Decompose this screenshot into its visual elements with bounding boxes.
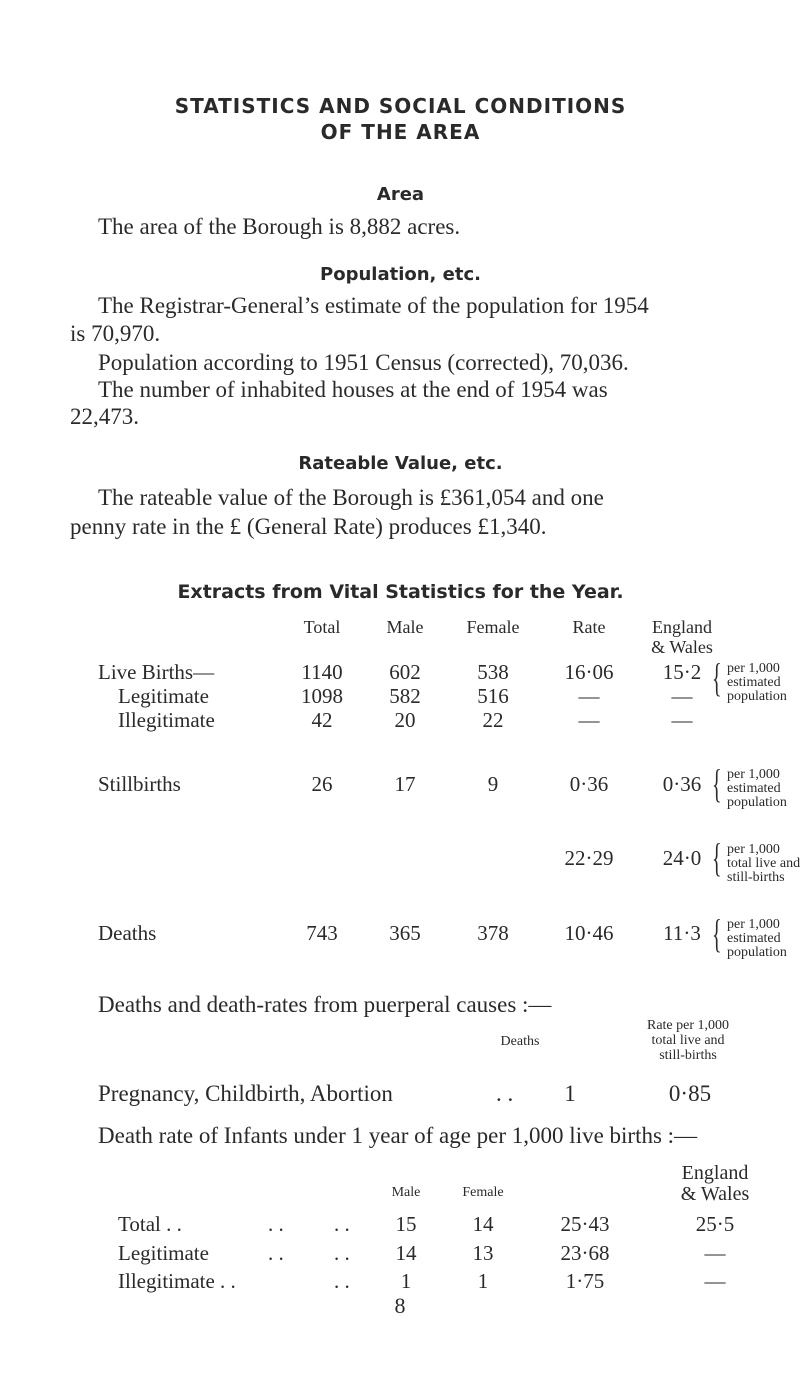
infants-cell-male: 1	[400, 1269, 412, 1293]
cell-female: 538	[477, 660, 509, 684]
row-label-stillbirths: Stillbirths	[98, 772, 181, 796]
cell-england-wales: 15·2	[662, 660, 702, 684]
rateable-line-1: The rateable value of the Borough is £361,054 and one	[98, 485, 604, 510]
infants-intro: Death rate of Infants under 1 year of age per 1,000 live births :—	[98, 1123, 698, 1148]
infants-col-female: Female	[462, 1185, 504, 1200]
population-line-5: 22,473.	[70, 404, 139, 429]
page-subtitle: OF THE AREA	[320, 120, 481, 144]
infants-cell-male: 15	[395, 1212, 417, 1236]
cell-england-wales: 0·36	[662, 772, 702, 796]
cell-male: 365	[389, 921, 421, 945]
note-live-births: per 1,000 estimated population	[727, 661, 787, 704]
cell-england-wales: 24·0	[662, 846, 702, 870]
infants-cell-rate: 25·43	[560, 1212, 610, 1236]
col-total: Total	[303, 617, 341, 637]
cell-total: 743	[306, 921, 338, 945]
col-wales: & Wales	[651, 637, 713, 657]
puerperal-row-label: Pregnancy, Childbirth, Abortion	[98, 1081, 393, 1106]
puerperal-row-dots: . .	[496, 1081, 514, 1106]
infants-row-dots: . .	[334, 1241, 350, 1265]
vital-heading: Extracts from Vital Statistics for the Year.	[177, 581, 624, 603]
infants-row-dots: . .	[268, 1212, 284, 1236]
infants-cell-female: 14	[472, 1212, 494, 1236]
infants-row-label: Illegitimate . .	[118, 1269, 236, 1293]
population-line-4: The number of inhabited houses at the end of 1954 was	[98, 377, 608, 402]
cell-total: 42	[311, 708, 333, 732]
col-rate: Rate	[572, 617, 606, 637]
infants-cell-female: 1	[477, 1269, 489, 1293]
cell-female: 378	[477, 921, 509, 945]
cell-total: 1098	[301, 684, 343, 708]
col-female: Female	[466, 617, 520, 637]
row-label-illegitimate: Illegitimate	[118, 708, 215, 732]
cell-rate: —	[578, 708, 600, 732]
brace-icon: {	[712, 761, 722, 806]
population-line-3: Population according to 1951 Census (corrected), 70,036.	[98, 350, 629, 375]
cell-rate: 22·29	[564, 846, 614, 870]
note-stillbirths-total: per 1,000 total live and still-births	[727, 842, 801, 885]
infants-row-label: Legitimate	[118, 1241, 209, 1265]
infants-cell-female: 13	[472, 1241, 494, 1265]
infants-row-dots: . .	[268, 1241, 284, 1265]
puerperal-intro: Deaths and death-rates from puerperal causes :—	[98, 992, 552, 1017]
col-male: Male	[386, 617, 424, 637]
cell-rate: 16·06	[564, 660, 614, 684]
cell-male: 20	[394, 708, 416, 732]
page-title: STATISTICS AND SOCIAL CONDITIONS	[174, 94, 627, 118]
cell-total: 1140	[301, 660, 343, 684]
cell-rate: 10·46	[564, 921, 614, 945]
note-stillbirths: per 1,000 estimated population	[727, 767, 787, 810]
puerperal-col-rate: Rate per 1,000 total live and still-births	[646, 1018, 730, 1063]
row-label-deaths: Deaths	[98, 921, 157, 945]
cell-england-wales: 11·3	[663, 921, 701, 945]
cell-female: 22	[482, 708, 504, 732]
cell-total: 26	[311, 772, 333, 796]
cell-female: 516	[477, 684, 509, 708]
brace-icon: {	[712, 655, 722, 700]
puerperal-rate-value: 0·85	[668, 1081, 712, 1106]
population-heading: Population, etc.	[320, 264, 481, 285]
row-label-live-births: Live Births—	[98, 660, 215, 684]
infants-col-male: Male	[391, 1185, 421, 1200]
brace-icon: {	[712, 911, 722, 956]
note-deaths: per 1,000 estimated population	[727, 917, 787, 960]
cell-male: 582	[389, 684, 421, 708]
infants-row-label: Total . .	[118, 1212, 182, 1236]
row-label-legitimate: Legitimate	[118, 684, 209, 708]
infants-cell-rate: 23·68	[560, 1241, 610, 1265]
puerperal-deaths-value: 1	[564, 1081, 576, 1106]
rateable-line-2: penny rate in the £ (General Rate) produces £1,340.	[70, 514, 547, 539]
infants-cell-rate: 1·75	[565, 1269, 605, 1293]
page-number: 8	[394, 1293, 406, 1318]
infants-row-dots: . .	[334, 1212, 350, 1236]
puerperal-col-deaths: Deaths	[500, 1034, 540, 1049]
infants-col-england: England	[681, 1162, 749, 1184]
infants-cell-england-wales: —	[704, 1241, 726, 1265]
population-line-1: The Registrar-General’s estimate of the population for 1954	[98, 293, 649, 318]
cell-england-wales: —	[671, 708, 693, 732]
area-heading: Area	[376, 184, 425, 205]
cell-male: 17	[394, 772, 416, 796]
col-england: England	[652, 617, 712, 637]
infants-row-dots: . .	[334, 1269, 350, 1293]
cell-female: 9	[487, 772, 499, 796]
cell-england-wales: —	[671, 684, 693, 708]
infants-col-wales: & Wales	[680, 1183, 750, 1205]
cell-male: 602	[389, 660, 421, 684]
cell-rate: —	[578, 684, 600, 708]
rateable-heading: Rateable Value, etc.	[298, 453, 503, 474]
infants-cell-england-wales: 25·5	[695, 1212, 735, 1236]
cell-rate: 0·36	[569, 772, 609, 796]
infants-cell-england-wales: —	[704, 1269, 726, 1293]
brace-icon: {	[712, 835, 722, 880]
infants-cell-male: 14	[395, 1241, 417, 1265]
area-text: The area of the Borough is 8,882 acres.	[98, 214, 461, 239]
population-line-2: is 70,970.	[70, 321, 161, 346]
